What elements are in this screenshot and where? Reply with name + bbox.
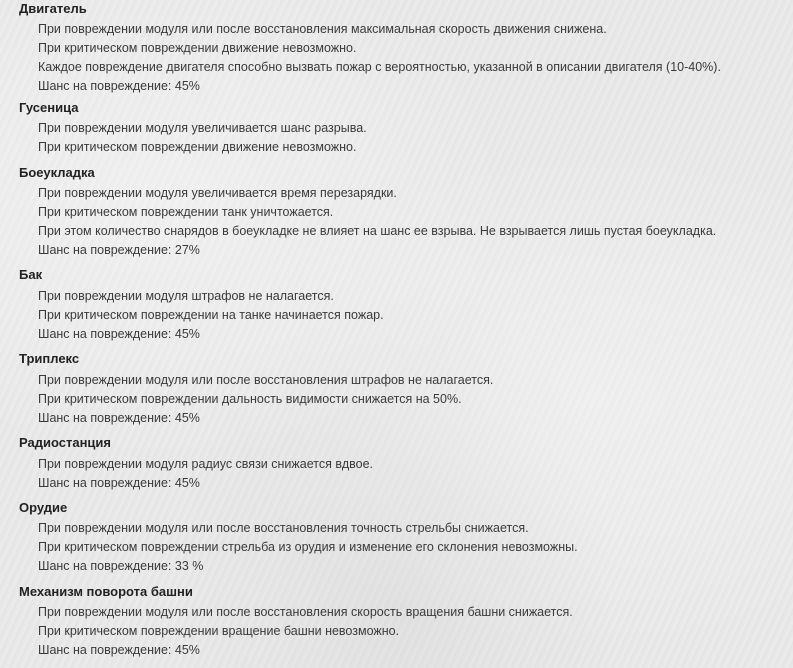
section-line: Шанс на повреждение: 33 % [38, 559, 204, 573]
section-line: При повреждении модуля штрафов не налагается. [38, 289, 334, 303]
section-line: Каждое повреждение двигателя способно вызвать пожар с вероятностью, указанной в описании двигателя (10-40%). [38, 60, 721, 74]
section-line: Шанс на повреждение: 45% [38, 643, 200, 657]
section-heading: Триплекс [19, 351, 80, 366]
section-line: При критическом повреждении движение невозможно. [38, 140, 357, 154]
section-line: При повреждении модуля или после восстановления скорость вращения башни снижается. [38, 605, 573, 619]
section-line: При критическом повреждении движение невозможно. [38, 41, 357, 55]
section-line: При этом количество снарядов в боеукладке не влияет на шанс ее взрыва. Не взрывается лишь пустая боеукладка. [38, 224, 717, 238]
section-heading: Гусеница [19, 100, 79, 115]
section-line: При повреждении модуля или после восстановления максимальная скорость движения снижена. [38, 22, 607, 36]
section-line: Шанс на повреждение: 45% [38, 411, 200, 425]
section-line: При повреждении модуля или после восстановления точность стрельбы снижается. [38, 521, 529, 535]
section-line: Шанс на повреждение: 45% [38, 79, 200, 93]
section-line: При повреждении модуля увеличивается время перезарядки. [38, 186, 397, 200]
section-heading: Боеукладка [19, 165, 95, 180]
section-line: При критическом повреждении вращение башни невозможно. [38, 624, 400, 638]
section-line: При повреждении модуля или после восстановления штрафов не налагается. [38, 373, 494, 387]
section-line: Шанс на повреждение: 27% [38, 243, 200, 257]
section-heading: Двигатель [19, 1, 87, 16]
section-line: При критическом повреждении на танке начинается пожар. [38, 308, 384, 322]
section-line: Шанс на повреждение: 45% [38, 476, 200, 490]
section-heading: Орудие [19, 500, 68, 515]
section-line: При критическом повреждении дальность видимости снижается на 50%. [38, 392, 462, 406]
section-line: При критическом повреждении танк уничтожается. [38, 205, 334, 219]
section-heading: Бак [19, 267, 43, 282]
section-heading: Радиостанция [19, 435, 111, 450]
section-line: При повреждении модуля увеличивается шанс разрыва. [38, 121, 367, 135]
section-line: При повреждении модуля радиус связи снижается вдвое. [38, 457, 373, 471]
section-heading: Механизм поворота башни [19, 584, 193, 599]
section-line: При критическом повреждении стрельба из орудия и изменение его склонения невозможны. [38, 540, 578, 554]
section-line: Шанс на повреждение: 45% [38, 327, 200, 341]
